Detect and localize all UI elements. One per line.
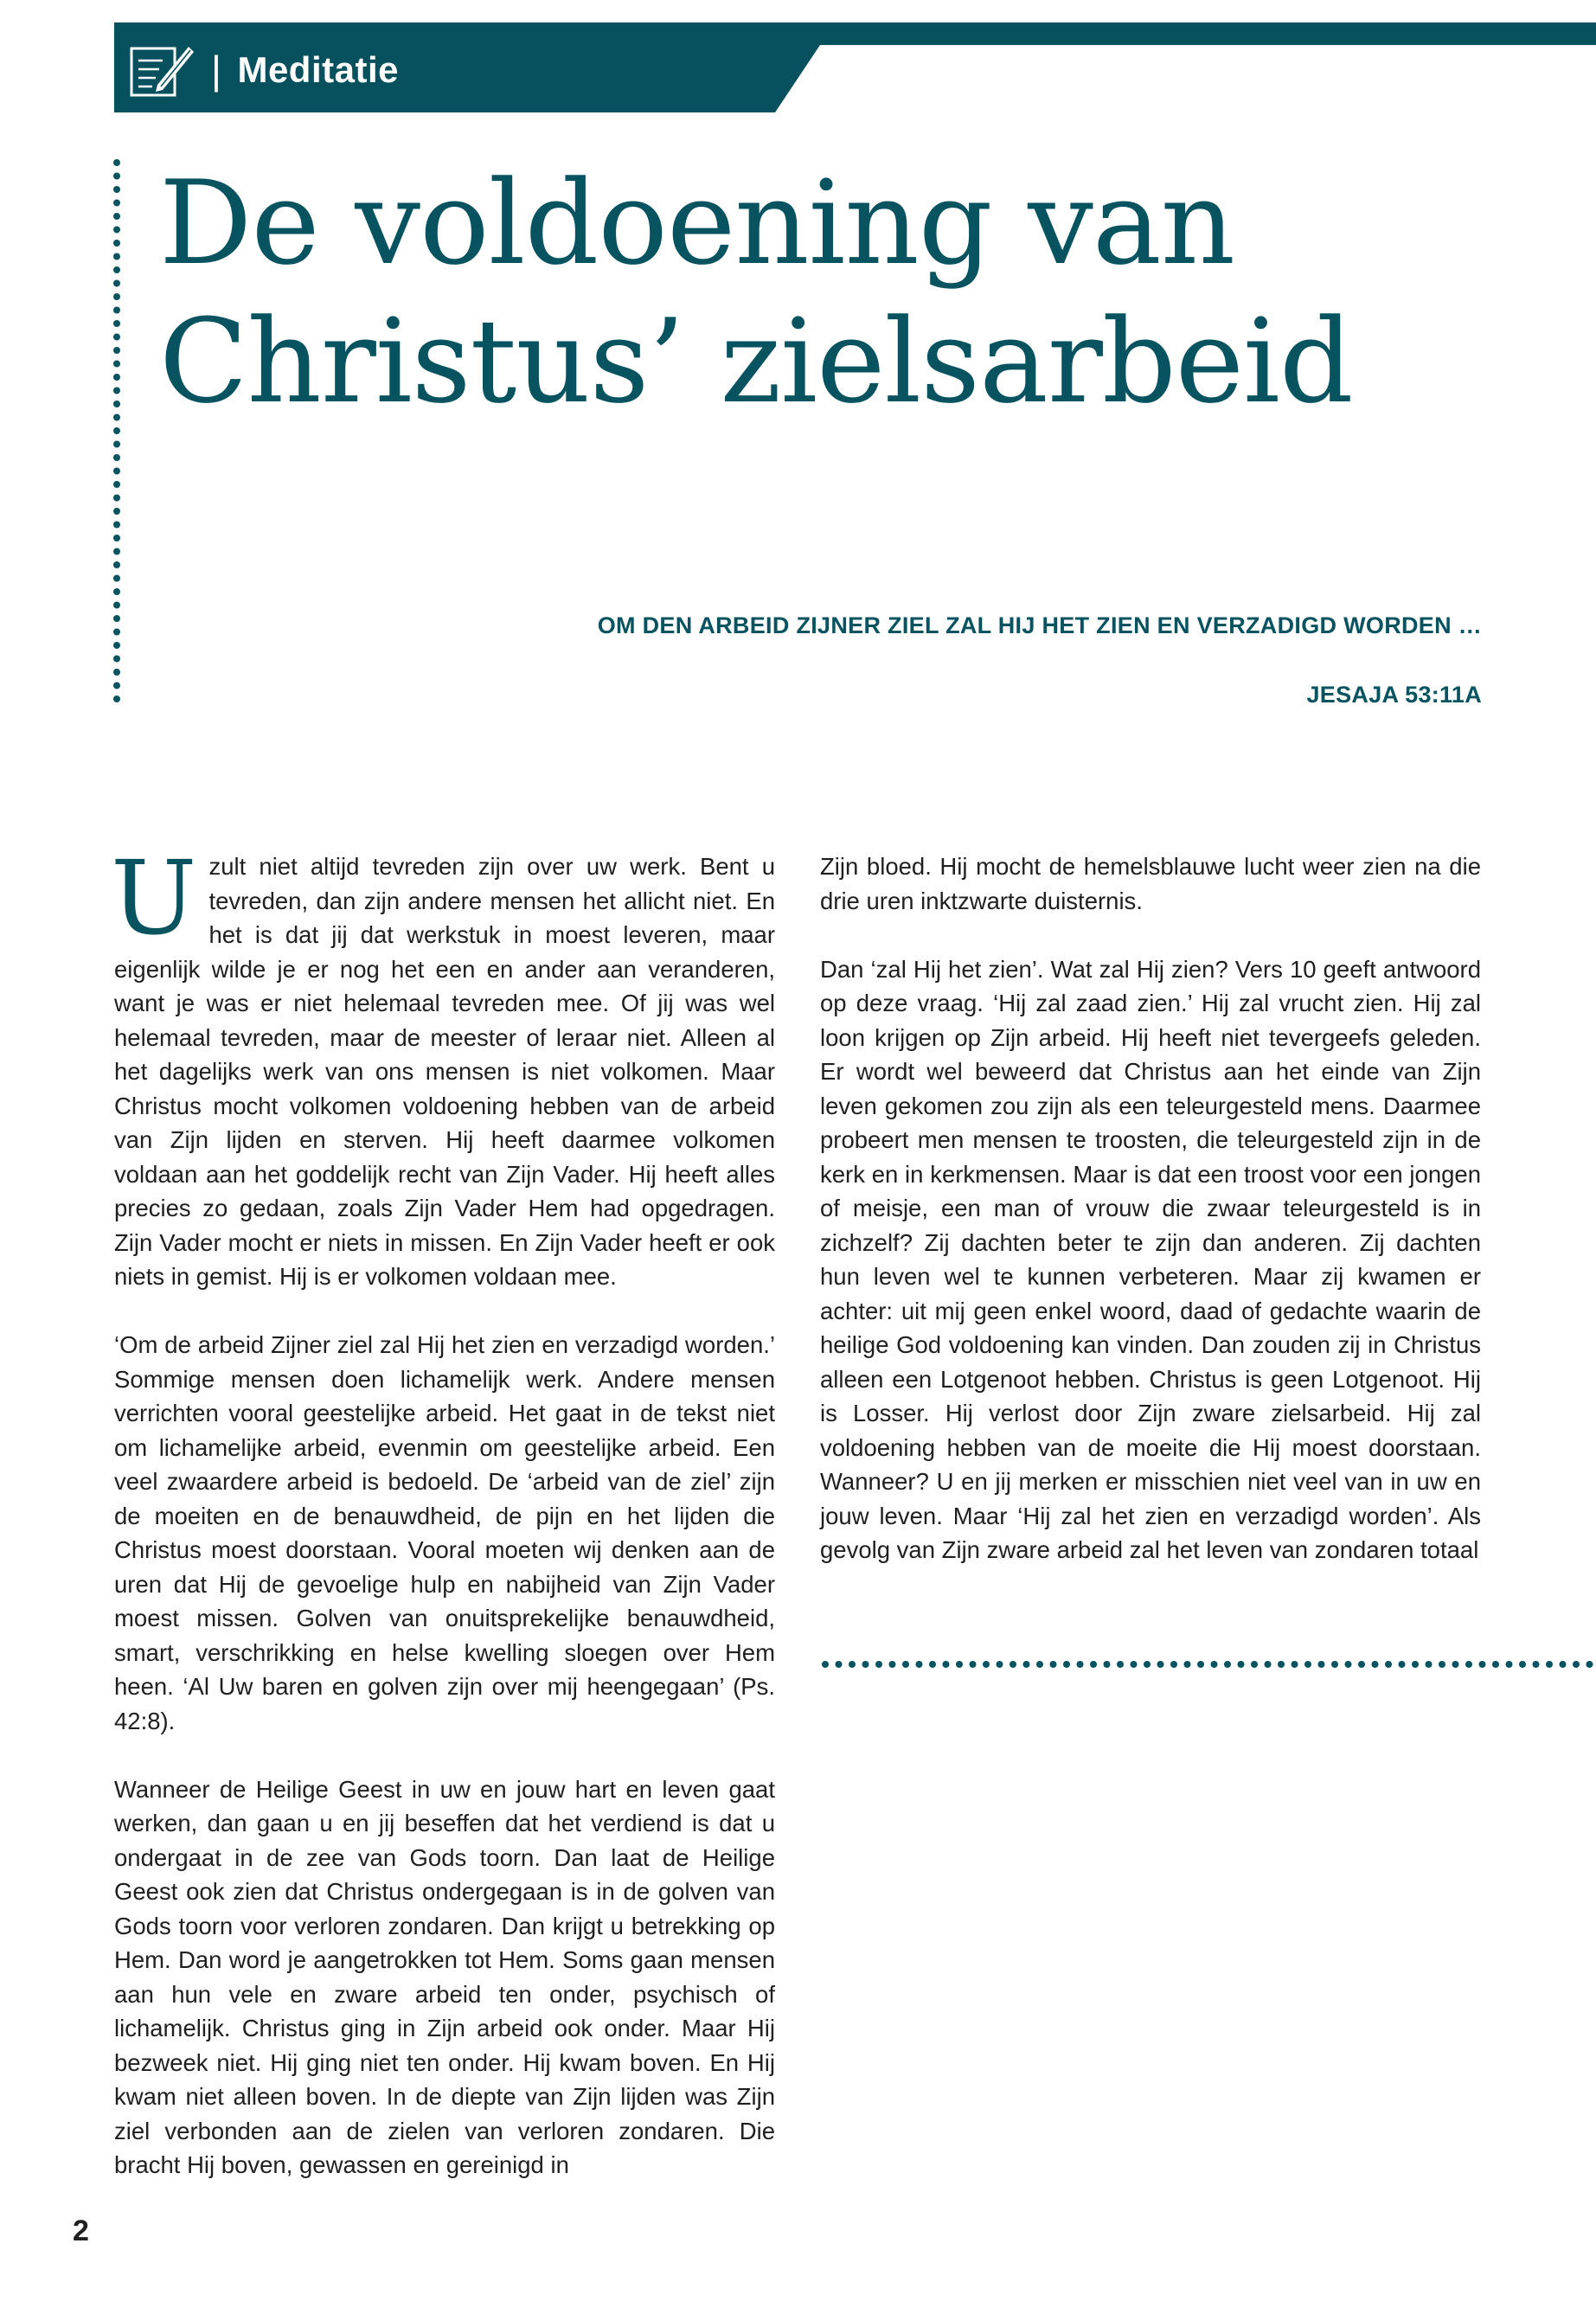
dot	[113, 401, 120, 407]
dot	[113, 535, 120, 542]
paragraph-4: Zijn bloed. Hij mocht de hemelsblauwe lucht weer zien na die drie uren inktzwarte duisternis.	[820, 853, 1481, 914]
dot	[113, 588, 120, 595]
dot	[113, 200, 120, 207]
dot	[1010, 1661, 1016, 1668]
dot	[113, 522, 120, 529]
dot	[113, 334, 120, 341]
dot	[1170, 1661, 1177, 1668]
dot	[113, 414, 120, 421]
dot	[983, 1661, 990, 1668]
dot	[1372, 1661, 1379, 1668]
dot	[1224, 1661, 1231, 1668]
dot	[1050, 1661, 1057, 1668]
title-line-1: De voldoening van	[159, 156, 1235, 291]
dot	[1331, 1661, 1338, 1668]
article-title	[159, 154, 1370, 431]
dot	[1265, 1661, 1272, 1668]
dot	[1439, 1661, 1445, 1668]
dot	[1090, 1661, 1097, 1668]
dot	[1358, 1661, 1365, 1668]
dot	[113, 508, 120, 515]
dot	[113, 454, 120, 461]
dot	[113, 642, 120, 649]
dot	[113, 388, 120, 394]
horizontal-dotted-rule	[820, 1659, 1596, 1670]
dot	[113, 602, 120, 609]
dot	[862, 1661, 869, 1668]
dot	[113, 253, 120, 260]
dot	[113, 427, 120, 434]
dot	[113, 495, 120, 502]
dot	[1063, 1661, 1070, 1668]
dot	[1238, 1661, 1245, 1668]
dot	[1104, 1661, 1111, 1668]
dot	[1492, 1661, 1499, 1668]
dot	[113, 307, 120, 314]
dot	[113, 173, 120, 180]
dot	[113, 669, 120, 676]
dot	[113, 683, 120, 689]
dot	[1318, 1661, 1325, 1668]
dot	[875, 1661, 882, 1668]
dot	[1077, 1661, 1084, 1668]
dot	[997, 1661, 1003, 1668]
dot	[113, 441, 120, 448]
dot	[113, 227, 120, 234]
dot	[113, 159, 120, 166]
dot	[902, 1661, 909, 1668]
dot	[1426, 1661, 1433, 1668]
paragraph-5: Dan ‘zal Hij het zien’. Wat zal Hij zien? Vers 10 geeft antwoord op deze vraag. ‘Hij zal zaad zien.’ Hij zal vrucht zien. Hij zal loon krijgen op Zijn arbeid. Hij heeft niet tevergeefs geleden. Er wordt wel beweerd dat Christus aan het einde van Zijn leven gekomen zou zijn als een teleurgesteld mens. Daarmee probeert men mensen te troosten, die teleurgesteld zijn in de kerk en in kerkmensen. Maar is dat een troost voor een jongen of meisje, een man of vrouw die zwaar teleurgesteld is in zichzelf? Zij dachten beter te zijn dan anderen. Zij dachten hun leven wel te kunnen verbeteren. Maar zij kwamen er achter: uit mij geen enkel woord, daad of gedachte waarin de heilige God voldoening kan vinden. Dan zouden zij in Christus alleen een Lotgenoot hebben. Christus is geen Lotgenoot. Hij is Losser. Hij verlost door Zijn zware zielsarbeid. Hij zal voldoening hebben van de moeite die Hij moest doorstaan. Wanneer? U en jij merken er misschien niet veel van in uw en jouw leven. Maar ‘Hij zal het zien en verzadigd worden’. Als gevolg van Zijn zware arbeid zal het leven van zondaren totaal	[820, 955, 1481, 1563]
section-title: Meditatie	[237, 49, 399, 90]
dot	[1573, 1661, 1580, 1668]
paragraph-1-text: zult niet altijd tevreden zijn over uw werk. Bent u tevreden, dan zijn andere mensen het allicht niet. En het is dat jij dat werkstuk in moest leveren, maar eigenlijk wilde je er nog het een en ander aan veranderen, want je was er niet helemaal tevreden mee. Of jij was wel helemaal tevreden, maar de meester of leraar niet. Alleen al het dagelijks werk van ons mensen is niet volkomen. Maar Christus mocht volkomen voldoening hebben van de arbeid van Zijn lijden en sterven. Hij heeft daarmee volkomen voldaan aan het goddelijk recht van Zijn Vader. Hij heeft alles precies zo gedaan, zoals Zijn Vader Hem had opgedragen. Zijn Vader mocht er niets in missen. En Zijn Vader heeft er ook niets in gemist. Hij is er volkomen voldaan mee.	[114, 853, 775, 1290]
dot	[113, 186, 120, 193]
dot	[113, 468, 120, 475]
right-column	[820, 849, 1481, 1601]
dot	[970, 1661, 977, 1668]
paragraph-3: Wanneer de Heilige Geest in uw en jouw hart en leven gaat werken, dan gaan u en jij beseffen dat het verdiend is dat u ondergaat in de zee van Gods toorn. Dan laat de Heilige Geest ook zien dat Christus ondergegaan is in de golven van Gods toorn voor verloren zondaren. Dan krijgt u betrekking op Hem. Dan word je aangetrokken tot Hem. Soms gaan mensen aan hun vele en zware arbeid ten onder, psychisch of lichamelijk. Christus ging in Zijn arbeid ook onder. Maar Hij bezweek niet. Hij ging niet ten onder. Hij kwam boven. En Hij kwam niet alleen boven. In de diepte van Zijn lijden was Zijn ziel verbonden aan de zielen van verloren zondaren. Die bracht Hij boven, gewassen en gereinigd in	[114, 1775, 775, 2178]
dot	[1036, 1661, 1043, 1668]
dot	[113, 280, 120, 287]
dot	[113, 347, 120, 354]
dot	[113, 629, 120, 636]
dot	[113, 615, 120, 622]
dot	[1304, 1661, 1311, 1668]
dot	[113, 575, 120, 582]
dot	[943, 1661, 950, 1668]
epigraph: OM DEN ARBEID ZIJNER ZIEL ZAL HIJ HET ZIEN EN VERZADIGD WORDEN …	[597, 612, 1482, 638]
dot	[1345, 1661, 1352, 1668]
dot	[1023, 1661, 1030, 1668]
dot	[113, 481, 120, 488]
dot	[929, 1661, 936, 1668]
paragraph-2: ‘Om de arbeid Zijner ziel zal Hij het zien en verzadigd worden.’ Sommige mensen doen lichamelijk werk. Andere mensen verrichten vooral geestelijke arbeid. Het gaat in de tekst niet om lichamelijke arbeid, evenmin om geestelijke arbeid. Een veel zwaardere arbeid is bedoeld. De ‘arbeid van de ziel’ zijn de moeiten en de benauwdheid, de pijn en het lijden die Christus moest doorstaan. Vooral moeten wij denken aan de uren dat Hij de gevoelige hulp en nabijheid van Zijn Vader moest missen. Golven van onuitsprekelijke benauwdheid, smart, verschrikking en helse kwelling sloegen over Hem heen. ‘Al Uw baren en golven zijn over mij heengegaan’ (Ps. 42:8).	[114, 1331, 775, 1734]
dot	[1385, 1661, 1392, 1668]
dot	[822, 1661, 829, 1668]
dot	[889, 1661, 896, 1668]
dot	[113, 374, 120, 381]
dot	[1184, 1661, 1191, 1668]
dot	[1251, 1661, 1258, 1668]
left-column	[111, 838, 775, 2216]
dot	[113, 240, 120, 247]
dot	[113, 656, 120, 663]
dot	[1412, 1661, 1419, 1668]
section-separator: |	[211, 48, 222, 93]
dot	[113, 213, 120, 220]
dot	[1546, 1661, 1553, 1668]
dot	[1144, 1661, 1151, 1668]
dot	[113, 293, 120, 300]
dot	[956, 1661, 963, 1668]
dot	[1560, 1661, 1567, 1668]
dot	[1211, 1661, 1218, 1668]
dot	[1519, 1661, 1526, 1668]
dot	[1465, 1661, 1472, 1668]
section-label	[211, 22, 399, 118]
dot	[1131, 1661, 1138, 1668]
dot	[113, 361, 120, 368]
dot	[1278, 1661, 1285, 1668]
dot	[1399, 1661, 1406, 1668]
dot	[1292, 1661, 1298, 1668]
page-number: 2	[73, 2214, 89, 2247]
dot	[113, 320, 120, 327]
dot	[1117, 1661, 1124, 1668]
dot	[113, 548, 120, 555]
scripture-reference: JESAJA 53:11A	[1306, 682, 1482, 708]
dot	[1479, 1661, 1486, 1668]
writing-pen-icon	[128, 38, 195, 100]
dot	[849, 1661, 856, 1668]
title-line-2: Christus’ zielsarbeid	[159, 294, 1353, 429]
dot	[113, 695, 120, 702]
dot	[1533, 1661, 1540, 1668]
drop-cap: U	[111, 838, 197, 958]
dot	[916, 1661, 923, 1668]
vertical-dotted-rule	[112, 157, 122, 711]
section-header	[0, 0, 1596, 121]
dot	[1506, 1661, 1513, 1668]
dot	[1452, 1661, 1459, 1668]
dot	[1586, 1661, 1593, 1668]
paragraph-1	[111, 838, 775, 1294]
dot	[836, 1661, 843, 1668]
dot	[1197, 1661, 1204, 1668]
dot	[1157, 1661, 1164, 1668]
dot	[113, 266, 120, 273]
dot	[113, 561, 120, 568]
